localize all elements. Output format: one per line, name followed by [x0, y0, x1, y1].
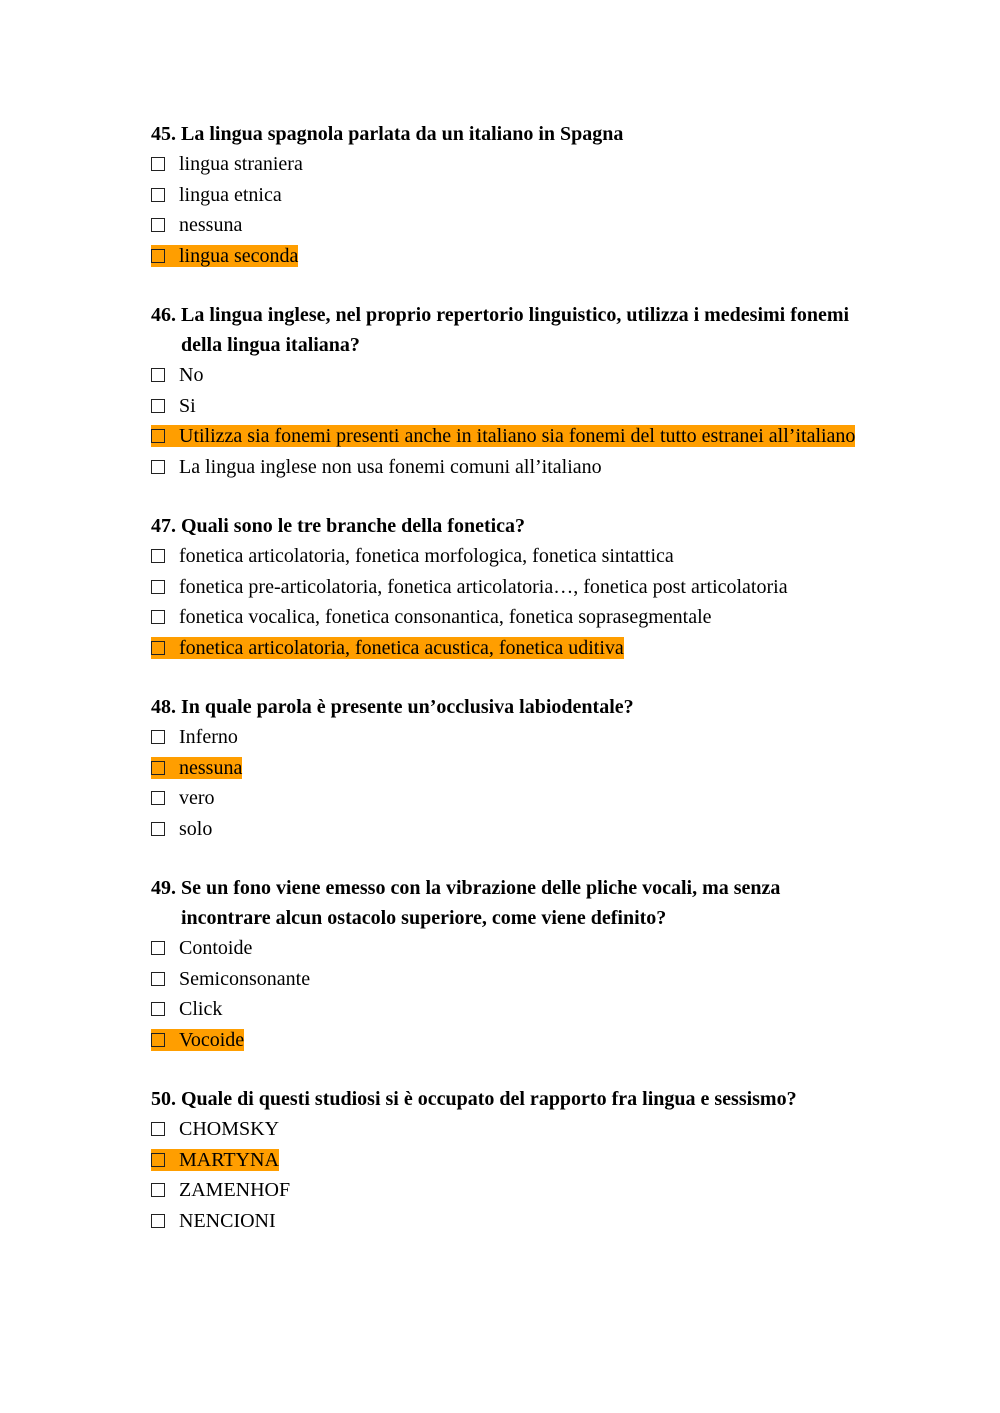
option-label: Click — [179, 998, 223, 1020]
question-title — [151, 1084, 871, 1114]
checkbox-icon[interactable] — [151, 188, 165, 202]
option-label: Vocoide — [179, 1028, 245, 1051]
option-label: Inferno — [179, 726, 238, 748]
option-vero[interactable] — [151, 783, 871, 814]
option-fonetica-morfologica[interactable] — [151, 541, 871, 572]
checkbox-icon[interactable] — [151, 1214, 165, 1228]
option-click[interactable] — [151, 994, 871, 1025]
question-number: 47. — [151, 515, 176, 537]
checkbox-icon[interactable] — [151, 1033, 165, 1047]
option-label: CHOMSKY — [179, 1118, 280, 1140]
option-label: Utilizza sia fonemi presenti anche in italiano sia fonemi del tutto estranei all’italiano — [179, 425, 856, 447]
checkbox-icon[interactable] — [151, 791, 165, 805]
option-vocoide-correct[interactable] — [151, 1025, 871, 1056]
checkbox-icon[interactable] — [151, 157, 165, 171]
option-semiconsonante[interactable] — [151, 964, 871, 995]
question-46 — [151, 300, 871, 482]
option-label: fonetica articolatoria, fonetica acustica, fonetica uditiva — [179, 636, 624, 659]
question-text: La lingua spagnola parlata da un italiano in Spagna — [181, 123, 624, 145]
question-48 — [151, 692, 871, 844]
option-label: NENCIONI — [179, 1209, 276, 1232]
option-solo[interactable] — [151, 814, 871, 845]
option-zamenhof[interactable] — [151, 1175, 871, 1206]
option-label: Si — [179, 394, 196, 417]
checkbox-icon[interactable] — [151, 610, 165, 624]
option-label: fonetica articolatoria, fonetica morfologica, fonetica sintattica — [179, 545, 674, 567]
option-chomsky[interactable] — [151, 1114, 871, 1145]
quiz-page — [151, 119, 871, 1265]
question-50 — [151, 1084, 871, 1236]
question-text: Quale di questi studiosi si è occupato del rapporto fra lingua e sessismo? — [181, 1088, 797, 1110]
option-si[interactable] — [151, 391, 871, 422]
option-label: lingua straniera — [179, 153, 303, 175]
question-title — [151, 873, 871, 933]
option-lingua-straniera[interactable] — [151, 149, 871, 180]
option-fonetica-pre-articolatoria[interactable] — [151, 572, 871, 603]
checkbox-icon[interactable] — [151, 972, 165, 986]
checkbox-icon[interactable] — [151, 368, 165, 382]
option-label: Contoide — [179, 937, 253, 959]
option-nessuna[interactable] — [151, 210, 871, 241]
question-text: Quali sono le tre branche della fonetica? — [181, 515, 526, 537]
checkbox-icon[interactable] — [151, 249, 165, 263]
checkbox-icon[interactable] — [151, 429, 165, 443]
checkbox-icon[interactable] — [151, 399, 165, 413]
option-fonetica-acustica-correct[interactable] — [151, 633, 871, 664]
question-title — [151, 119, 871, 149]
option-inferno[interactable] — [151, 722, 871, 753]
option-label: No — [179, 364, 204, 386]
option-label: MARTYNA — [179, 1148, 279, 1171]
checkbox-icon[interactable] — [151, 641, 165, 655]
question-number: 50. — [151, 1088, 176, 1110]
checkbox-icon[interactable] — [151, 730, 165, 744]
checkbox-icon[interactable] — [151, 460, 165, 474]
question-title — [151, 692, 871, 722]
checkbox-icon[interactable] — [151, 1153, 165, 1167]
option-label: Semiconsonante — [179, 967, 311, 990]
question-number: 46. — [151, 304, 176, 326]
checkbox-icon[interactable] — [151, 218, 165, 232]
question-49 — [151, 873, 871, 1055]
question-45 — [151, 119, 871, 271]
checkbox-icon[interactable] — [151, 1122, 165, 1136]
option-label: La lingua inglese non usa fonemi comuni all’italiano — [179, 455, 602, 478]
option-lingua-seconda-correct[interactable] — [151, 241, 871, 272]
question-number: 48. — [151, 696, 176, 718]
option-fonemi-misti-correct[interactable] — [151, 421, 871, 452]
question-text: Se un fono viene emesso con la vibrazione delle pliche vocali, ma senza incontrare alcun ostacolo superiore, come viene definito? — [181, 877, 781, 929]
question-title — [151, 511, 871, 541]
option-nencioni[interactable] — [151, 1206, 871, 1237]
question-text: La lingua inglese, nel proprio repertorio linguistico, utilizza i medesimi fonemi della lingua italiana? — [181, 304, 850, 356]
option-label: vero — [179, 787, 215, 809]
checkbox-icon[interactable] — [151, 580, 165, 594]
checkbox-icon[interactable] — [151, 941, 165, 955]
option-contoide[interactable] — [151, 933, 871, 964]
question-number: 45. — [151, 123, 176, 145]
option-label: solo — [179, 817, 213, 840]
checkbox-icon[interactable] — [151, 1183, 165, 1197]
checkbox-icon[interactable] — [151, 822, 165, 836]
option-martyna-correct[interactable] — [151, 1145, 871, 1176]
question-title — [151, 300, 871, 360]
checkbox-icon[interactable] — [151, 761, 165, 775]
option-label: ZAMENHOF — [179, 1179, 291, 1201]
option-lingua-etnica[interactable] — [151, 180, 871, 211]
option-no[interactable] — [151, 360, 871, 391]
option-nessun-fonema-comune[interactable] — [151, 452, 871, 483]
question-text: In quale parola è presente un’occlusiva labiodentale? — [181, 696, 634, 718]
checkbox-icon[interactable] — [151, 549, 165, 563]
checkbox-icon[interactable] — [151, 1002, 165, 1016]
option-label: lingua seconda — [179, 244, 299, 267]
question-number: 49. — [151, 877, 176, 899]
option-label: fonetica pre-articolatoria, fonetica articolatoria…, fonetica post articolatoria — [179, 575, 788, 598]
option-label: nessuna — [179, 214, 243, 236]
option-label: nessuna — [179, 756, 243, 779]
option-label: lingua etnica — [179, 183, 282, 206]
option-nessuna-correct[interactable] — [151, 753, 871, 784]
option-fonetica-vocalica[interactable] — [151, 602, 871, 633]
question-47 — [151, 511, 871, 663]
option-label: fonetica vocalica, fonetica consonantica, fonetica soprasegmentale — [179, 606, 712, 628]
